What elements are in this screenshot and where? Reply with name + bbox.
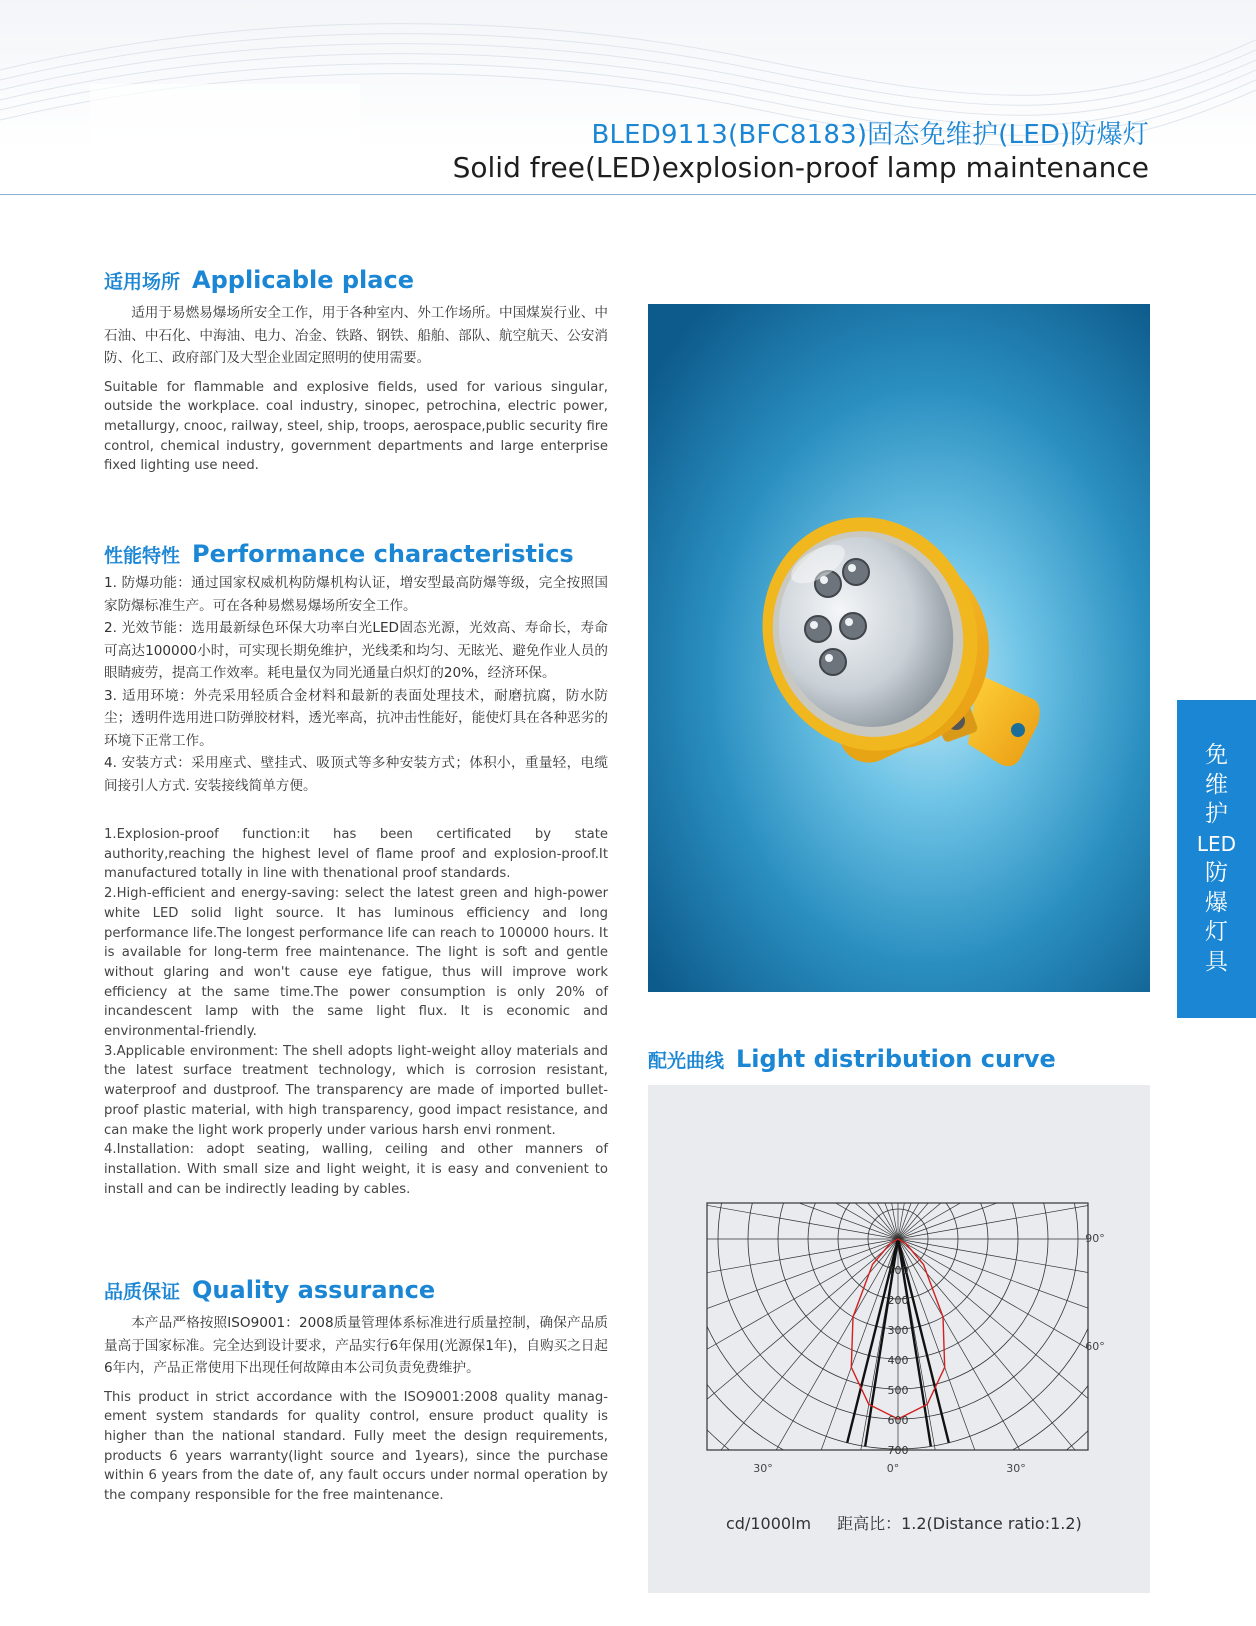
side-tab-char: 护 bbox=[1205, 801, 1228, 827]
angle-label: 60° bbox=[1085, 1340, 1105, 1353]
grid-spoke bbox=[898, 1239, 1150, 1343]
radial-tick-label: 200 bbox=[887, 1294, 909, 1307]
performance-item-cn: 2. 光效节能：选用最新绿色环保大功率白光LED固态光源，光效高、寿命长，寿命可高达100000小时，可实现长期免维护，光线柔和均匀、无眩光、避免作业人员的眼睛疲劳，提高工作效率。耗电量仅为同光通量白炽灯的20%，经济环保。 bbox=[104, 620, 608, 681]
quality-text-cn: 本产品严格按照ISO9001：2008质量管理体系标准进行质量控制，确保产品质量高于国家标准。完全达到设计要求，产品实行6年保用(光源保1年)，自购买之日起6年内，产品正常使用下出现任何故障由本公司负责免费维护。 bbox=[104, 1315, 608, 1376]
grid-spoke bbox=[794, 1239, 898, 1593]
grid-spoke bbox=[648, 1135, 898, 1239]
grid-spoke bbox=[648, 1239, 898, 1593]
curve-units: cd/1000lm bbox=[726, 1514, 812, 1533]
side-tab-char: 具 bbox=[1205, 948, 1228, 975]
applicable-text-en: Suitable for flammable and explosive fields, used for various singular, outside the workplace. coal industry, sinopec, petrochina, electric power, metallurgy, cnooc, railway, steel, ship, troops, aerospace,public security fire control, chemical industry, government departments and large enterprise fixed lighting use need. bbox=[104, 379, 608, 474]
grid-spoke bbox=[648, 1239, 898, 1593]
side-tab-char: 灯 bbox=[1205, 919, 1228, 945]
grid-spoke bbox=[898, 1135, 1150, 1239]
radial-tick-label: 700 bbox=[887, 1444, 909, 1457]
section-applicable-place bbox=[104, 266, 608, 476]
section-title bbox=[104, 266, 608, 294]
grid-spoke bbox=[898, 1085, 1150, 1239]
page-title-cn: BLED9113(BFC8183)固态免维护(LED)防爆灯 bbox=[591, 120, 1149, 150]
grid-spoke bbox=[898, 1239, 1002, 1593]
side-category-tab bbox=[1177, 700, 1256, 1018]
performance-item-en: 4.Installation: adopt seating, walling, ceiling and other manners of installation. With small size and light weight, it is easy and convenient to install and can be indirectly leading by cables. bbox=[104, 1142, 608, 1197]
angle-label: 90° bbox=[1085, 1232, 1105, 1245]
applicable-text-cn: 适用于易燃易爆场所安全工作，用于各种室内、外工作场所。中国煤炭行业、中石油、中石化、中海油、电力、冶金、铁路、钢铁、船舶、部队、航空航天、公安消防、化工、政府部门及大型企业固定照明的使用需要。 bbox=[104, 305, 608, 366]
grid-spoke bbox=[898, 1085, 1150, 1239]
section-title-cn: 配光曲线 bbox=[648, 1050, 725, 1072]
performance-item-en: 2.High-efficient and energy-saving: select the latest green and high-power white LED solid light source. It has luminous efficiency and long performance life.The longest performance life can reach to 100000 hours. It is available for long-term free maintenance. The light is soft and gentle without glaring and won't cause eye fatigue, thus will improve work efficiency at the same time.The power consumption is only 20% of incandescent lamp with the same light flux. It is economic and environmental-friendly. bbox=[104, 886, 608, 1040]
section-title-en: Quality assurance bbox=[192, 1276, 436, 1304]
performance-item-cn: 4. 安装方式：采用座式、壁挂式、吸顶式等多种安装方式；体积小，重量轻，电缆间接引人方式. 安装接线简单方便。 bbox=[104, 755, 608, 794]
performance-item-cn: 3. 适用环境：外壳采用轻质合金材料和最新的表面处理技术，耐磨抗腐，防水防尘；透明件选用进口防弹胶材料，透光率高，抗冲击性能好，能使灯具在各种恶劣的环境下正常工作。 bbox=[104, 687, 608, 749]
grid-spoke bbox=[794, 1085, 898, 1239]
section-title-cn: 品质保证 bbox=[104, 1281, 181, 1303]
section-light-curve-title bbox=[648, 1045, 1056, 1073]
page-title-en: Solid free(LED)explosion-proof lamp maintenance bbox=[452, 151, 1149, 184]
grid-spoke bbox=[648, 1085, 898, 1239]
section-quality bbox=[104, 1276, 608, 1506]
grid-spoke bbox=[898, 1239, 1150, 1593]
explosion-proof-lamp-illustration bbox=[648, 304, 1150, 992]
grid-spoke bbox=[898, 1085, 1150, 1239]
section-title-en: Applicable place bbox=[192, 266, 414, 294]
section-title-en: Performance characteristics bbox=[192, 540, 574, 568]
angle-label: 30° bbox=[1006, 1462, 1026, 1475]
side-tab-char: 免 bbox=[1205, 742, 1228, 768]
section-title-en: Light distribution curve bbox=[736, 1045, 1056, 1073]
grid-spoke bbox=[648, 1239, 898, 1343]
grid-spoke bbox=[648, 1085, 898, 1239]
performance-item-en: 3.Applicable environment: The shell adopts light-weight alloy materials and the latest surface treatment technology, which is corrosion resistant, waterproof and dustproof. The transparency are made of imported bullet-proof plastic material, with high transparency, good impact resistance, and can make the light work properly under various harsh envi ronment. bbox=[104, 1043, 608, 1138]
section-title-cn: 适用场所 bbox=[104, 271, 181, 293]
radial-tick-label: 400 bbox=[887, 1354, 909, 1367]
side-tab-char: 维 bbox=[1205, 771, 1228, 798]
side-tab-char: LED bbox=[1196, 831, 1237, 856]
radial-tick-label: 600 bbox=[887, 1414, 909, 1427]
grid-spoke bbox=[898, 1085, 1150, 1239]
header-rule bbox=[0, 194, 1256, 195]
radial-tick-label: 500 bbox=[887, 1384, 909, 1397]
grid-spoke bbox=[898, 1085, 1103, 1239]
grid-spoke bbox=[898, 1239, 1150, 1444]
grid-spoke bbox=[898, 1085, 1150, 1239]
section-performance bbox=[104, 540, 608, 1199]
grid-spoke bbox=[898, 1239, 1150, 1593]
grid-spoke bbox=[898, 1085, 1002, 1239]
quality-text-en: This product in strict accordance with the ISO9001:2008 quality manag-ement system standards for quality control, ensure product quality is higher than the national standard. Fully meet the design requirements, products 6 years warranty(light source and 1years), since the purchase within 6 years from the date of, any fault occurs under normal operation by the company responsible for the free maintenance. bbox=[104, 1389, 608, 1504]
grid-spoke bbox=[648, 1085, 898, 1239]
radial-tick-label: 300 bbox=[887, 1324, 909, 1337]
product-photo bbox=[648, 304, 1150, 992]
grid-spoke bbox=[898, 1239, 1150, 1593]
grid-spoke bbox=[648, 1085, 898, 1239]
light-distribution-panel bbox=[648, 1085, 1150, 1593]
grid-spoke bbox=[648, 1239, 898, 1593]
side-tab-char: 爆 bbox=[1205, 889, 1228, 916]
grid-spoke bbox=[693, 1085, 898, 1239]
performance-item-cn: 1. 防爆功能：通过国家权威机构防爆机构认证，增安型最高防爆等级，完全按照国家防爆标准生产。可在各种易燃易爆场所安全工作。 bbox=[104, 575, 608, 614]
curve-caption bbox=[726, 1511, 1082, 1534]
section-title bbox=[104, 540, 608, 568]
angle-label: 0° bbox=[886, 1462, 900, 1475]
distance-ratio: 距高比：1.2(Distance ratio:1.2) bbox=[837, 1514, 1082, 1533]
radial-tick-label: 100 bbox=[887, 1264, 909, 1277]
section-title bbox=[104, 1276, 608, 1304]
angle-label: 30° bbox=[753, 1462, 773, 1475]
section-title-cn: 性能特性 bbox=[104, 545, 181, 567]
performance-item-en: 1.Explosion-proof function:it has been certificated by state authority,reaching the highest level of flame proof and explosion-proof.It manufactured totally in line with thenational proof standards. bbox=[104, 827, 608, 882]
side-tab-char: 防 bbox=[1205, 860, 1228, 886]
grid-spoke bbox=[648, 1085, 898, 1239]
